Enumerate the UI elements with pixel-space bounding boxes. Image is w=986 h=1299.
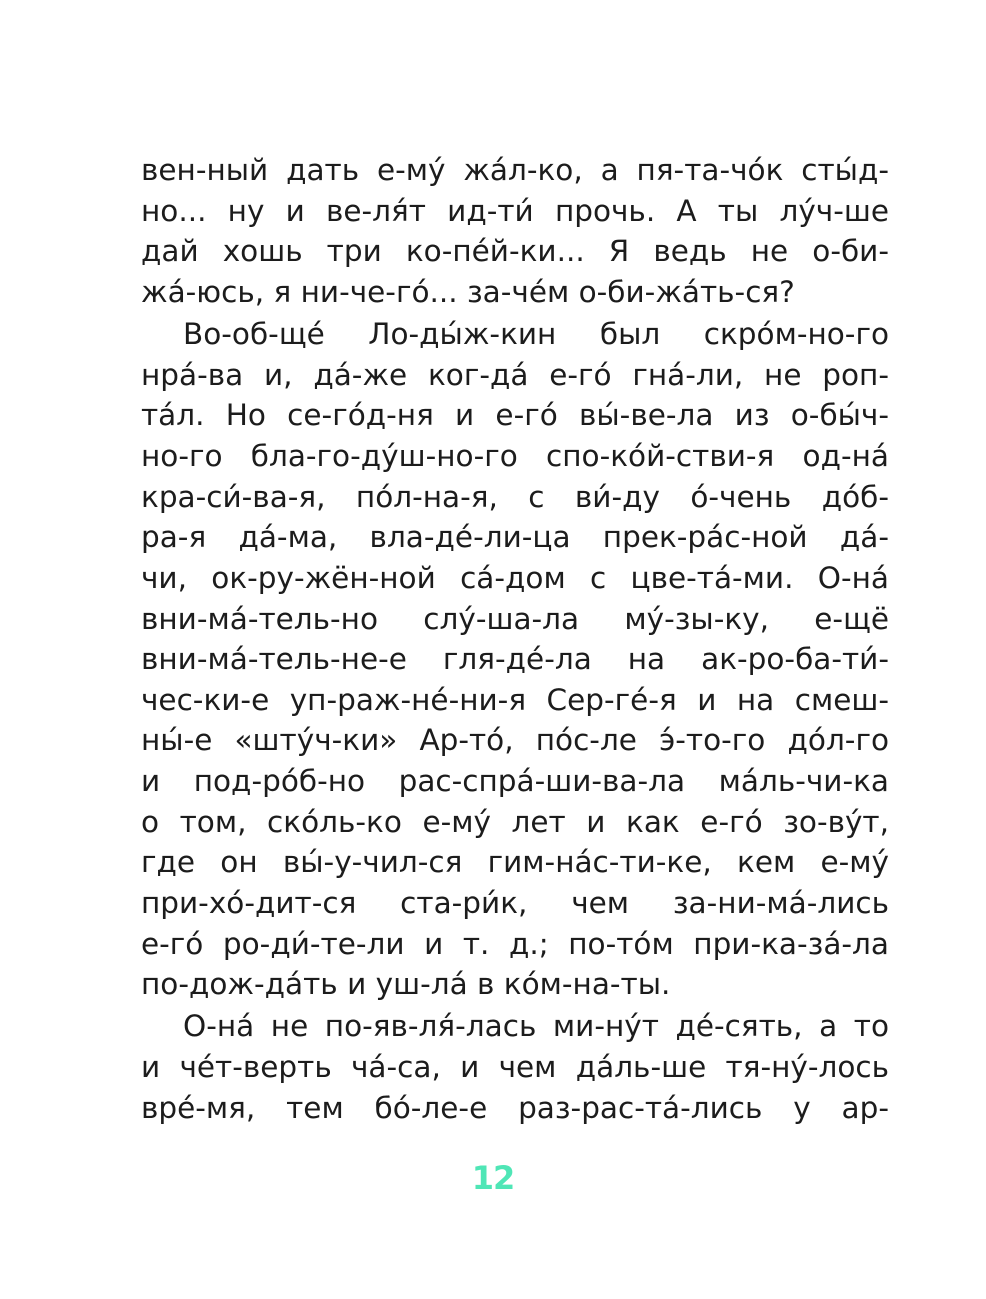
text-line: вен-ный дать е-му́ жа́л-ко, а пя-та-чо́к сты́д- bbox=[141, 153, 889, 187]
text-line: кра-си́-ва-я, по́л-на-я, с ви́-ду о́-чень до́б- bbox=[141, 479, 889, 514]
text-line: о том, ско́ль-ко е-му́ лет и как е-го́ зо-ву́т, bbox=[141, 804, 889, 839]
text-line: и под-ро́б-но рас-спра́-ши-ва-ла ма́ль-чи-ка bbox=[141, 764, 889, 799]
text-line: но... ну и ве-ля́т ид-ти́ прочь. А ты лу́ч-ше bbox=[141, 193, 889, 228]
text-line: вни-ма́-тель-но слу́-ша-ла му́-зы-ку, е-щё bbox=[141, 601, 889, 636]
page-number: 12 bbox=[471, 1159, 515, 1197]
text-line: нра́-ва и, да́-же ког-да́ е-го́ гна́-ли, не роп- bbox=[141, 357, 889, 392]
text-line: вни-ма́-тель-не-е гля-де́-ла на ак-ро-ба-ти́- bbox=[141, 642, 889, 677]
body-text bbox=[141, 150, 889, 1128]
text-line: е-го́ ро-ди́-те-ли и т. д.; по-то́м при-ка-за́-ла bbox=[141, 926, 889, 961]
paragraph-waiting bbox=[141, 1006, 889, 1128]
text-line: дай хошь три ко-пе́й-ки... Я ведь не о-би- bbox=[141, 234, 889, 269]
text-line: О-на́ не по-яв-ля́-лась ми-ну́т де́-сять, а то bbox=[183, 1009, 889, 1044]
text-line: но-го бла-го-ду́ш-но-го спо-ко́й-стви-я од-на́ bbox=[141, 438, 889, 473]
text-line: чи, ок-ру-жён-ной са́-дом с цве-та́-ми. О-на́ bbox=[141, 560, 889, 595]
paragraph-continuation bbox=[141, 150, 889, 313]
paragraph-lodyzhkin bbox=[141, 314, 889, 1005]
text-line: по-дож-да́ть и уш-ла́ в ко́м-на-ты. bbox=[141, 967, 671, 1002]
text-line: вре́-мя, тем бо́-ле-е раз-рас-та́-лись у ар- bbox=[141, 1090, 889, 1125]
text-line: ны́-е «шту́ч-ки» Ар-то́, по́с-ле э́-то-го до́л-го bbox=[141, 723, 889, 758]
text-line: Во-об-ще́ Ло-ды́ж-кин был скро́м-но-го bbox=[183, 317, 889, 352]
text-line: жа́-юсь, я ни-че-го́... за-че́м о-би-жа́ть-ся? bbox=[141, 274, 795, 309]
text-line: та́л. Но се-го́д-ня и е-го́ вы́-ве-ла из о-бы́ч- bbox=[141, 398, 889, 433]
text-line: ра-я да́-ма, вла-де́-ли-ца прек-ра́с-ной да́- bbox=[141, 520, 889, 555]
text-line: и че́т-верть ча́-са, и чем да́ль-ше тя-ну́-лось bbox=[141, 1050, 889, 1085]
text-line: чес-ки-е уп-раж-не́-ни-я Сер-ге́-я и на смеш- bbox=[141, 682, 889, 717]
text-line: где он вы́-у-чил-ся гим-на́с-ти-ке, кем е-му́ bbox=[141, 845, 889, 880]
text-line: при-хо́-дит-ся ста-ри́к, чем за-ни-ма́-лись bbox=[141, 886, 889, 921]
